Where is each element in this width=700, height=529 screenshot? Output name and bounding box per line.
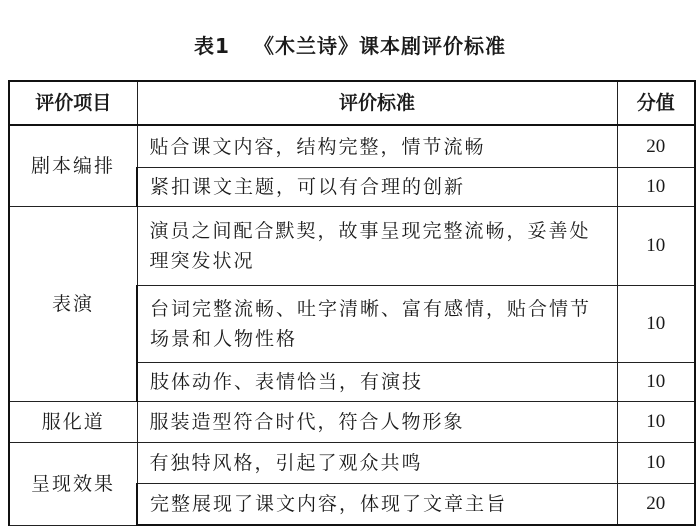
header-row: [9, 81, 695, 125]
evaluation-criteria-table: [8, 80, 696, 526]
score-cell: 10: [617, 207, 695, 286]
table-number: 表1: [194, 34, 230, 58]
standard-cell: 演员之间配合默契，故事呈现完整流畅，妥善处理突发状况: [137, 207, 617, 286]
table-row: [9, 402, 695, 443]
header-score: 分值: [617, 81, 695, 125]
score-cell: 10: [617, 402, 695, 443]
score-cell: 10: [617, 168, 695, 207]
standard-cell: 贴合课文内容，结构完整，情节流畅: [137, 125, 617, 168]
header-standard: 评价标准: [137, 81, 617, 125]
standard-cell: 有独特风格，引起了观众共鸣: [137, 443, 617, 484]
table-caption: [0, 30, 700, 59]
table-title: 《木兰诗》课本剧评价标准: [253, 34, 506, 58]
score-cell: 10: [617, 443, 695, 484]
standard-cell: 服装造型符合时代，符合人物形象: [137, 402, 617, 443]
table-row: [9, 207, 695, 286]
standard-cell: 台词完整流畅、吐字清晰、富有感情，贴合情节场景和人物性格: [137, 286, 617, 363]
category-acting: 表演: [9, 207, 137, 402]
table-row: [9, 443, 695, 484]
standard-cell: 完整展现了课文内容，体现了文章主旨: [137, 484, 617, 526]
header-item: 评价项目: [9, 81, 137, 125]
score-cell: 20: [617, 484, 695, 526]
score-cell: 10: [617, 363, 695, 402]
standard-cell: 肢体动作、表情恰当，有演技: [137, 363, 617, 402]
category-costume: 服化道: [9, 402, 137, 443]
score-cell: 20: [617, 125, 695, 168]
score-cell: 10: [617, 286, 695, 363]
category-effect: 呈现效果: [9, 443, 137, 526]
table-row: [9, 125, 695, 168]
category-script: 剧本编排: [9, 125, 137, 207]
standard-cell: 紧扣课文主题，可以有合理的创新: [137, 168, 617, 207]
